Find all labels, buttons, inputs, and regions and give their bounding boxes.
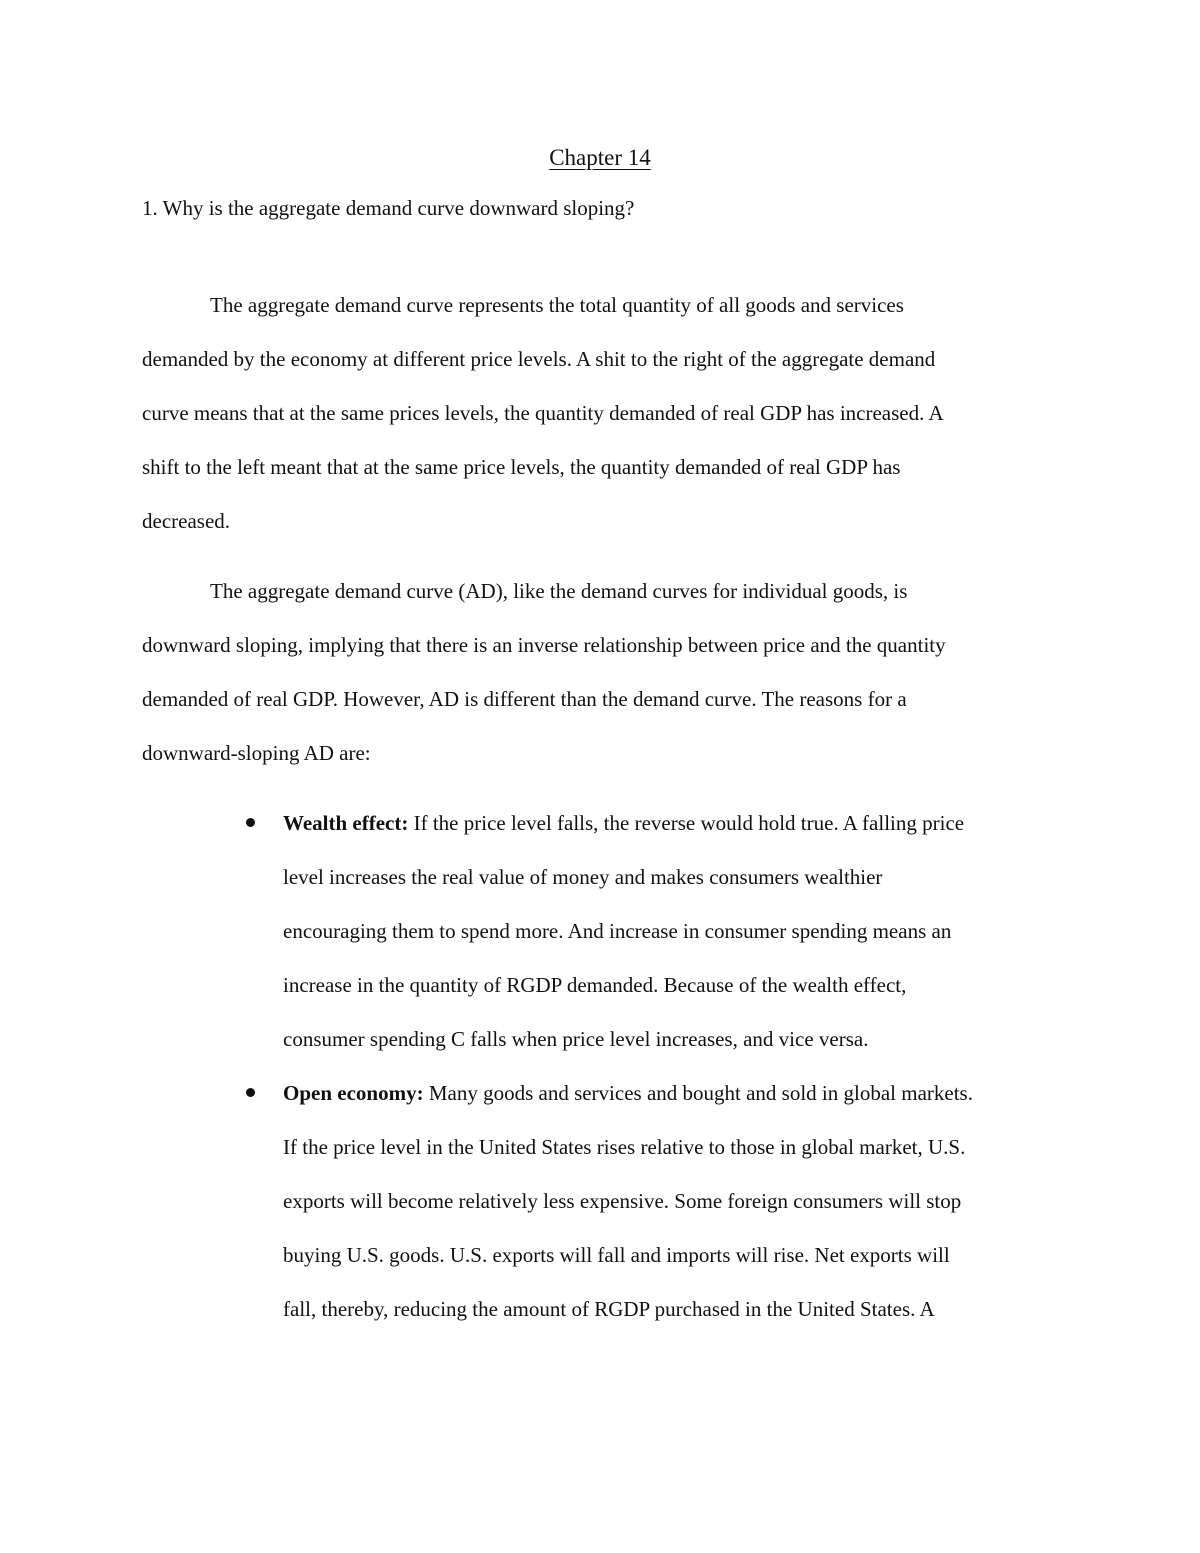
paragraph-line: The aggregate demand curve represents the total quantity of all goods and services [210, 293, 904, 317]
paragraph-2 [142, 564, 1062, 780]
paragraph-line: curve means that at the same prices levels, the quantity demanded of real GDP has increased. A [142, 401, 944, 425]
bullet-item-open-economy [240, 1066, 1080, 1336]
bullet-line: encouraging them to spend more. And increase in consumer spending means an [283, 919, 952, 943]
paragraph-line: shift to the left meant that at the same price levels, the quantity demanded of real GDP has [142, 455, 901, 479]
bullet-list [240, 796, 1080, 1336]
chapter-title-text: Chapter 14 [549, 145, 651, 170]
bullet-dot-icon [246, 818, 255, 827]
paragraph-line: demanded by the economy at different price levels. A shit to the right of the aggregate demand [142, 347, 936, 371]
bullet-line: buying U.S. goods. U.S. exports will fall and imports will rise. Net exports will [283, 1243, 950, 1267]
bullet-first-line [283, 796, 1080, 850]
bullet-line: If the price level in the United States rises relative to those in global market, U.S. [283, 1135, 966, 1159]
paragraph-line: demanded of real GDP. However, AD is different than the demand curve. The reasons for a [142, 687, 907, 711]
bullet-line: exports will become relatively less expensive. Some foreign consumers will stop [283, 1189, 962, 1213]
paragraph-line: downward sloping, implying that there is an inverse relationship between price and the quantity [142, 633, 946, 657]
paragraph-line: decreased. [142, 509, 231, 533]
bullet-text: Many goods and services and bought and sold in global markets. [423, 1081, 973, 1105]
bullet-term: Wealth effect: [283, 811, 409, 835]
chapter-title [0, 140, 1200, 176]
question-heading: 1. Why is the aggregate demand curve downward sloping? [142, 196, 635, 220]
bullet-line: fall, thereby, reducing the amount of RGDP purchased in the United States. A [283, 1297, 935, 1321]
paragraph-1 [142, 278, 1062, 548]
bullet-first-line [283, 1066, 1080, 1120]
bullet-dot-icon [246, 1088, 255, 1097]
bullet-item-wealth-effect [240, 796, 1080, 1066]
paragraph-line: The aggregate demand curve (AD), like the demand curves for individual goods, is [210, 579, 908, 603]
bullet-text: If the price level falls, the reverse would hold true. A falling price [408, 811, 965, 835]
paragraph-line: downward-sloping AD are: [142, 741, 371, 765]
bullet-line: consumer spending C falls when price level increases, and vice versa. [283, 1027, 869, 1051]
bullet-line: level increases the real value of money and makes consumers wealthier [283, 865, 883, 889]
bullet-line: increase in the quantity of RGDP demanded. Because of the wealth effect, [283, 973, 907, 997]
bullet-term: Open economy: [283, 1081, 424, 1105]
